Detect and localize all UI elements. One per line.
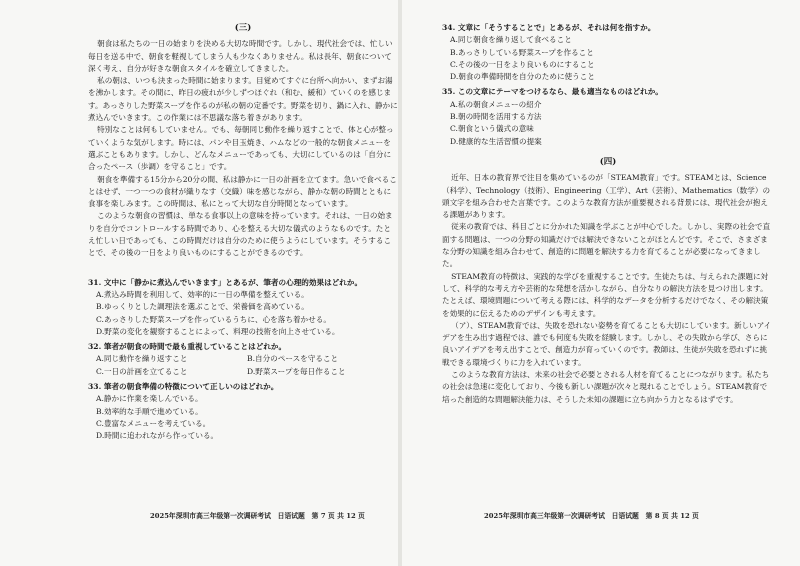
passage-paragraph: このような教育方法は、未来の社会で必要とされる人材を育てることにつながります。私たちの社会は急速に変化しており、今後も新しい課題が次々と現れることでしょう。STEAM教育で培った創造的な問題解決能力は、そうした未知の課題に立ち向かう力となるはずです。 [442, 370, 770, 404]
option-b[interactable]: B.あっさりしている野菜スープを作ること [450, 47, 594, 57]
question-title: 32. 筆者が朝食の時間で最も重視していることはどれか。 [88, 342, 287, 352]
exam-page-left [0, 0, 398, 566]
section-title-4: (四) [599, 156, 617, 167]
option-c[interactable]: C.その後の一日をより良いものにすること [450, 59, 595, 69]
option-d[interactable]: D.朝食の準備時間を自分のために使うこと [450, 72, 595, 82]
option-b[interactable]: B.朝の時間を活用する方法 [450, 112, 542, 122]
option-a[interactable]: A.静かに作業を楽しんでいる。 [96, 394, 203, 404]
page-footer: 2025年深圳市高三年级第一次调研考试 日语试题 第 7 页 共 12 页 [150, 512, 365, 520]
passage-paragraph: （ア）、STEAM教育では、失敗を恐れない姿勢を育てることも大切にしています。新しいアイデアを生み出す過程では、誰でも何度も失敗を経験します。しかし、その失敗から学び、さらに良いアイデアを考え出すことで、創造力が育っていくのです。教師は、生徒が失敗を恐れずに挑戦できる環境づくりに力を入れています。 [442, 320, 772, 367]
option-b[interactable]: B.効率的な手順で進めている。 [96, 406, 203, 416]
option-c[interactable]: C.あっさりした野菜スープを作っているうちに、心を落ち着かせる。 [96, 314, 331, 324]
right-content [442, 22, 774, 406]
passage-paragraph: 近年、日本の教育界で注目を集めているのが「STEAM教育」です。STEAMとは、Science（科学）、Technology（技術）、Engineering（工学）、Art（芸術）、Mathematics（数学）の頭文字を組み合わせた言葉です。このような教育方法が重要視される背景には、現代社会が抱える課題があります。 [442, 173, 771, 220]
option-b[interactable]: B.ゆっくりとした調理法を選ぶことで、栄養価を高めている。 [96, 302, 309, 312]
option-d[interactable]: D.時間に追われながら作っている。 [96, 431, 219, 441]
question-title: 33. 筆者の朝食準備の特徴について正しいのはどれか。 [88, 382, 279, 392]
question-35 [442, 86, 774, 147]
option-c[interactable]: C.朝食という儀式の意味 [450, 124, 534, 134]
left-content [88, 22, 398, 443]
option-a[interactable]: A.私の朝食メニューの紹介 [450, 99, 542, 109]
passage-paragraph: このような朝食の習慣は、単なる食事以上の意味を持っています。それは、一日の始まりを自分でコントロールする時間であり、心を整える大切な儀式のようなものです。たとえ忙しい日であっても、この時間だけは自分のために使うようにしています。そうすることで、その後の一日をより良いものにすることができるのです。 [88, 211, 393, 258]
option-d[interactable]: D.健康的な生活習慣の提案 [450, 136, 542, 146]
option-d[interactable]: D.野菜スープを毎日作ること [247, 366, 346, 376]
question-33 [88, 381, 398, 442]
option-c[interactable]: C.一日の計画を立てること [96, 366, 188, 376]
passage-paragraph: 私の朝は、いつも決まった時間に始まります。目覚めてすぐに台所へ向かい、まずお湯を沸かします。その間に、昨日の疲れが少しずつほぐれ（和む、緩和）ていくのを感じます。あっさりした野菜スープを作るのが私の朝の定番です。野菜を切り、鍋に入れ、静かに煮込んでいきます。この作業には不思議な落ち着きがあります。 [88, 76, 398, 123]
option-d[interactable]: D.野菜の変化を観察することによって、料理の技術を向上させている。 [96, 326, 340, 336]
question-title: 35. この文章にテーマをつけるなら、最も適当なものはどれか。 [442, 87, 663, 97]
option-a[interactable]: A.同じ動作を繰り返すこと [96, 354, 188, 364]
passage-paragraph: 朝食は私たちの一日の始まりを決める大切な時間です。しかし、現代社会では、忙しい毎日を送る中で、朝食を軽視してしまう人も少なくありません。私は長年、朝食について深く考え、自分が好きな朝食スタイルを確立してきました。 [88, 39, 393, 73]
passage-paragraph: STEAM教育の特徴は、実践的な学びを重視することです。生徒たちは、与えられた課題に対して、科学的な考え方や芸術的な発想を活かしながら、自分なりの解決方法を見つけ出します。たとえば、環境問題について考える際には、科学的なデータを分析するだけでなく、その解決策を効果的に伝えるためのデザインも考えます。 [442, 271, 769, 318]
passage-paragraph: 従来の教育では、科目ごとに分かれた知識を学ぶことが中心でした。しかし、実際の社会で直面する問題は、一つの分野の知識だけでは解決できないことがほとんどです。そこで、さまざまな分野の知識を組み合わせて、創造的に問題を解決する力を育てることが必要になってきました。 [442, 222, 771, 269]
question-title: 34. 文章に「そうすることで」とあるが、それは何を指すか。 [442, 23, 656, 32]
question-34 [442, 22, 774, 83]
option-c[interactable]: C.豊富なメニューを考えている。 [96, 418, 211, 428]
question-title: 31. 文中に「静かに煮込んでいきます」とあるが、筆者の心理的効果はどれか。 [88, 277, 363, 287]
section-title-3: (三) [234, 23, 252, 33]
passage-paragraph: 特別なことは何もしていません。でも、毎朝同じ動作を繰り返すことで、体と心が整っていくような気がします。時には、パンや目玉焼き、ハムなどの一般的な朝食メニューを選ぶこともあります。しかし、どんなメニューであっても、大切にしているのは「自分に合ったペース（歩調）を守ること」です。 [88, 125, 394, 172]
page-footer: 2025年深圳市高三年级第一次调研考试 日语试题 第 8 页 共 12 页 [484, 512, 699, 520]
question-32 [88, 341, 398, 378]
question-31 [88, 277, 398, 338]
option-a[interactable]: A.同じ朝食を繰り返して食べること [450, 35, 572, 45]
option-b[interactable]: B.自分のペースを守ること [247, 354, 339, 364]
passage-paragraph: 朝食を準備する15分から20分の間、私は静かに一日の計画を立てます。急いで食べることはせず、一つ一つの食材が織りなす（交織）味を感じながら、静かな朝の時間とともに食事を楽しみます。この時間は、私にとって大切な自分時間となっています。 [88, 174, 397, 209]
exam-page-right [402, 0, 800, 566]
option-a[interactable]: A.煮込み時間を利用して、効率的に一日の準備を整えている。 [96, 289, 309, 299]
